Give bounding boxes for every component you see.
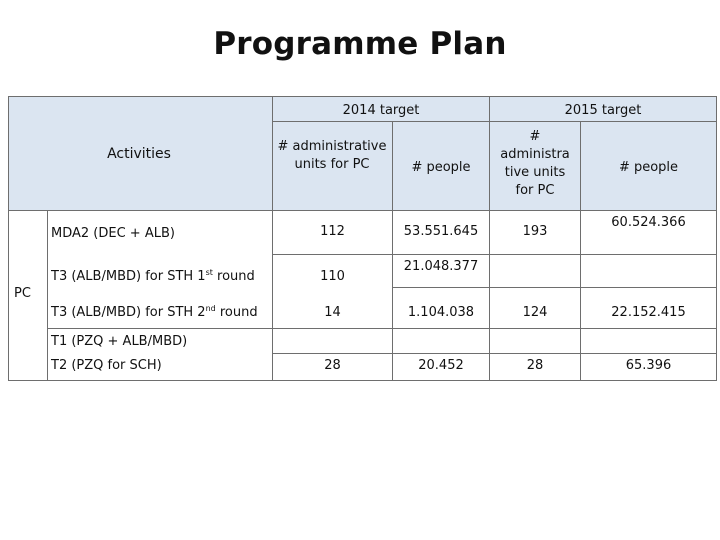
table-cell-admin-2014: 14 — [324, 305, 341, 320]
table-cell-people-2015: 60.524.366 — [611, 215, 686, 230]
row-divider — [273, 121, 716, 122]
table-cell-people-2014: 1.104.038 — [407, 305, 475, 320]
programme-plan-table — [8, 96, 717, 381]
table-cell-people-2015: 22.152.415 — [611, 305, 686, 320]
table-cell-people-2014: 21.048.377 — [403, 259, 479, 274]
row-divider — [273, 254, 716, 255]
table-row-activity: T3 (ALB/MBD) for STH 1st round — [51, 268, 255, 284]
table-row-activity: MDA2 (DEC + ALB) — [51, 226, 175, 241]
row-divider — [273, 353, 716, 354]
table-cell-people-2014: 20.452 — [418, 358, 464, 373]
table-cell-admin-2015: 193 — [522, 224, 548, 239]
header-people-2014: # people — [411, 160, 471, 175]
page-title: Programme Plan — [213, 26, 507, 62]
table-cell-admin-2014: 28 — [324, 358, 341, 373]
table-row-activity: T2 (PZQ for SCH) — [51, 358, 162, 373]
table-cell-admin-2015: 124 — [522, 305, 548, 320]
header-admin-units-2014: # administrative units for PC — [277, 139, 387, 172]
table-cell-people-2014: 53.551.645 — [403, 224, 479, 239]
group-label-pc: PC — [14, 286, 31, 301]
header-people-2015: # people — [618, 160, 679, 175]
table-row-activity: T3 (ALB/MBD) for STH 2nd round — [51, 304, 258, 320]
row-divider — [393, 287, 716, 288]
table-row-activity: T1 (PZQ + ALB/MBD) — [51, 334, 188, 349]
header-admin-units-2015: # administra tive units for PC — [500, 129, 570, 198]
column-divider — [47, 210, 48, 380]
table-cell-admin-2014: 110 — [320, 269, 345, 284]
table-cell-admin-2014: 112 — [320, 224, 345, 239]
header-2015-target: 2015 target — [564, 103, 642, 118]
table-cell-people-2015: 65.396 — [625, 358, 672, 373]
header-activities: Activities — [107, 146, 171, 162]
table-cell-admin-2015: 28 — [526, 358, 544, 373]
row-divider — [48, 328, 716, 329]
header-2014-target: 2014 target — [342, 103, 420, 118]
